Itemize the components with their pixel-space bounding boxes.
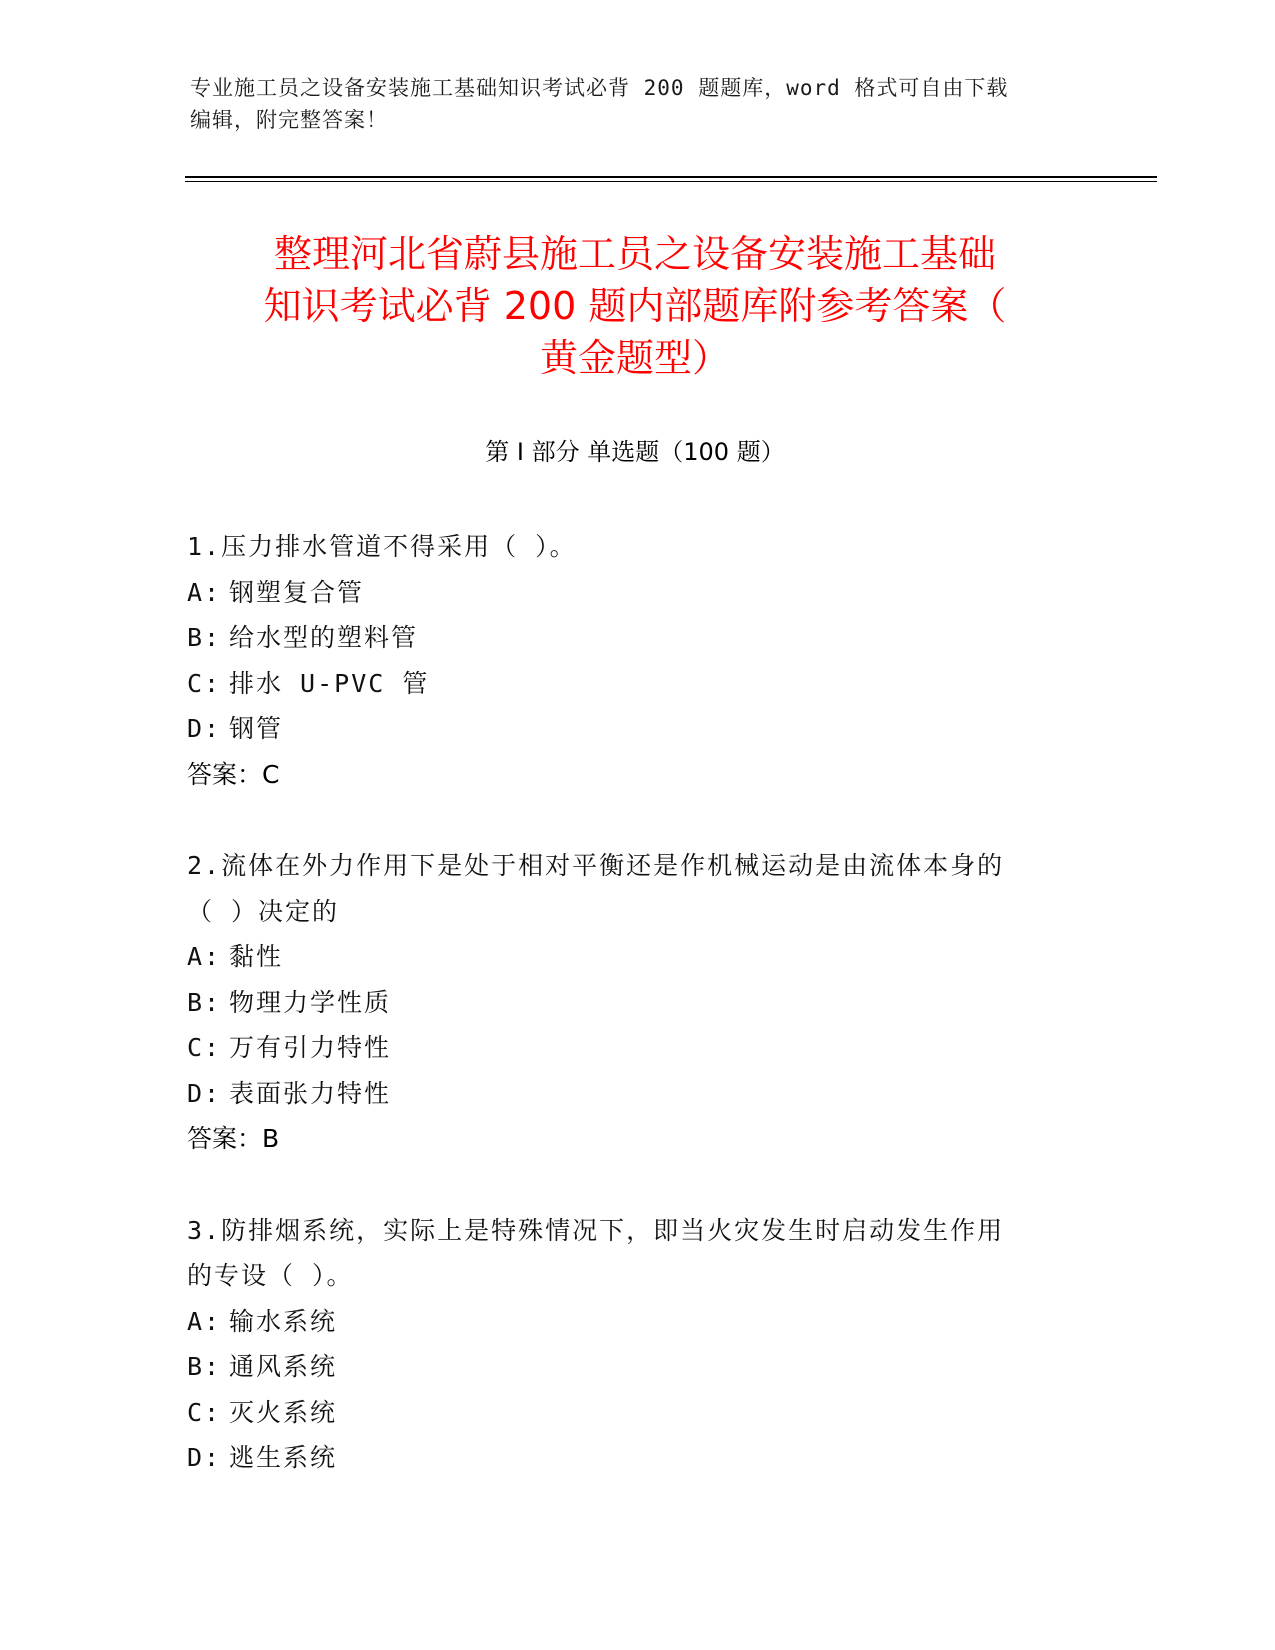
option-text: 排水 U-PVC 管 [229, 668, 430, 698]
option-text: 通风系统 [229, 1352, 338, 1381]
option-a [187, 570, 1067, 616]
option-text: 给水型的塑料管 [229, 623, 419, 652]
option-b [187, 615, 1067, 661]
question-2 [187, 843, 1067, 1162]
answer-line: 答案：B [187, 1124, 280, 1153]
question-list [187, 524, 1067, 1527]
question-3 [187, 1208, 1067, 1481]
question-stem-line-1: 3.防排烟系统，实际上是特殊情况下，即当火灾发生时启动发生作用 [187, 1215, 1005, 1245]
option-c [187, 1390, 1067, 1436]
option-key: C: [187, 1033, 222, 1062]
option-text: 物理力学性质 [229, 987, 392, 1017]
question-stem-line-1: 2.流体在外力作用下是处于相对平衡还是作机械运动是由流体本身的 [187, 851, 1005, 880]
option-d [187, 1071, 1067, 1117]
question-stem-line-2: （ ）决定的 [187, 896, 340, 926]
header-line-1: 专业施工员之设备安装施工基础知识考试必背 200 题题库，word 格式可自由下载 [190, 76, 1009, 100]
header-line-2: 编辑，附完整答案！ [190, 108, 388, 132]
option-text: 万有引力特性 [229, 1033, 392, 1062]
document-header [190, 72, 1080, 136]
option-a [187, 1299, 1067, 1345]
section-title: 第 I 部分 单选题（100 题） [485, 438, 785, 466]
question-stem-line-2: 的专设（ ）。 [187, 1261, 354, 1290]
option-c [187, 661, 1067, 707]
option-key: A: [187, 942, 222, 971]
title-line-2: 知识考试必背 200 题内部题库附参考答案（ [263, 284, 1007, 328]
option-key: D: [187, 714, 222, 743]
option-d [187, 1435, 1067, 1481]
option-c [187, 1025, 1067, 1071]
option-b [187, 980, 1067, 1026]
option-text: 钢塑复合管 [229, 577, 365, 607]
option-key: D: [187, 1443, 222, 1472]
option-a [187, 934, 1067, 980]
header-rule-thick [185, 176, 1157, 178]
document-title [185, 228, 1085, 384]
option-key: A: [187, 577, 222, 607]
header-rule-thin [185, 181, 1157, 182]
title-line-3: 黄金题型） [539, 336, 730, 380]
question-stem: 1.压力排水管道不得采用（ ）。 [187, 532, 577, 561]
option-text: 钢管 [229, 714, 284, 743]
question-1 [187, 524, 1067, 797]
option-key: D: [187, 1078, 222, 1108]
option-key: C: [187, 1397, 222, 1427]
option-key: B: [187, 987, 222, 1017]
option-key: B: [187, 1352, 222, 1381]
option-key: C: [187, 668, 222, 698]
option-b [187, 1344, 1067, 1390]
option-text: 逃生系统 [229, 1443, 338, 1472]
answer-line: 答案：C [187, 759, 280, 789]
option-text: 表面张力特性 [229, 1078, 392, 1108]
option-text: 黏性 [229, 942, 284, 971]
option-key: A: [187, 1306, 222, 1336]
option-text: 输水系统 [229, 1306, 338, 1336]
title-line-1: 整理河北省蔚县施工员之设备安装施工基础 [273, 232, 996, 276]
option-key: B: [187, 623, 222, 652]
option-d [187, 706, 1067, 752]
option-text: 灭火系统 [229, 1397, 338, 1427]
